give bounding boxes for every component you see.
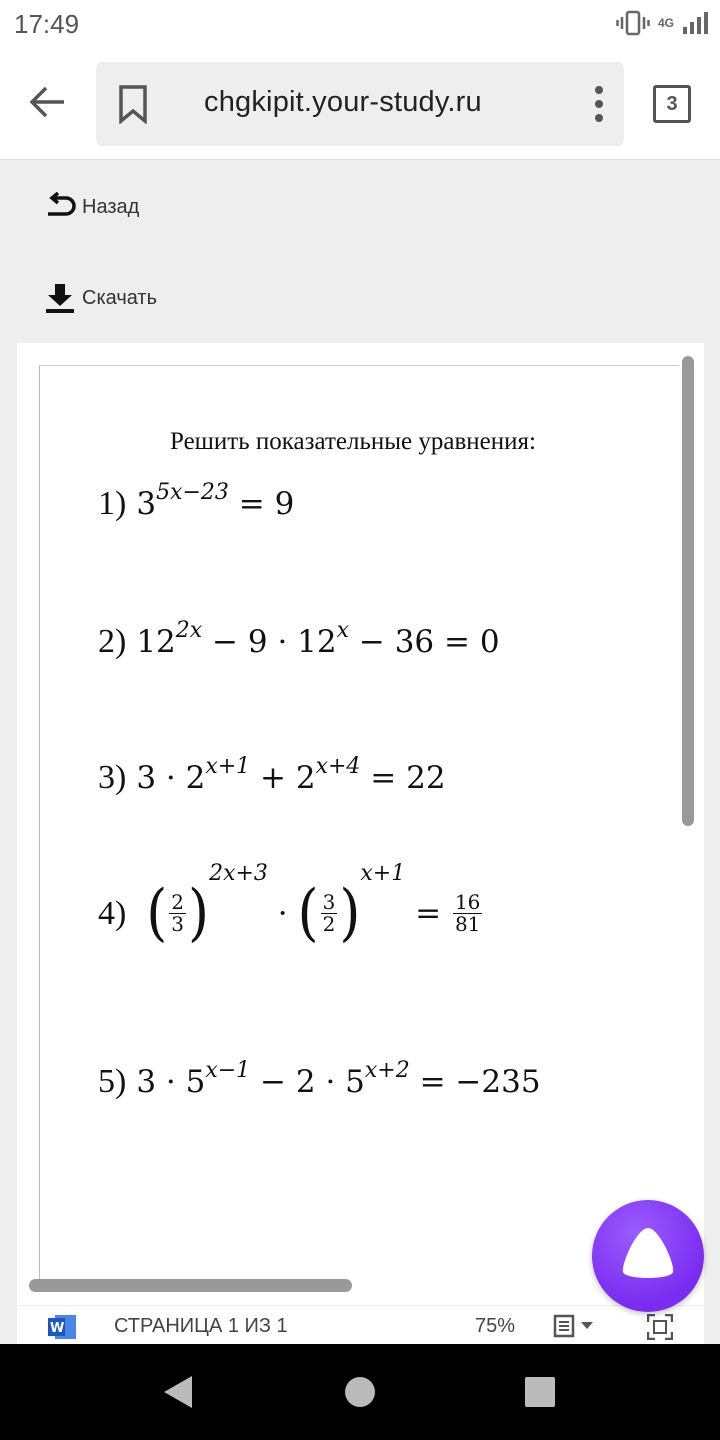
nav-recents-icon[interactable]: [524, 1374, 556, 1410]
document-viewer[interactable]: [17, 343, 704, 1305]
download-link-label[interactable]: Скачать: [82, 286, 157, 309]
assistant-fab[interactable]: [592, 1200, 704, 1312]
fraction-3-2: $\frac{3}{2}$: [322, 889, 336, 936]
fraction-16-81: $\frac{16}{81}$: [454, 889, 481, 936]
status-icons: [616, 10, 708, 36]
equation-4: 4) ( $\frac{2}{3}$ )$^{2x+3}$ · ( $\frac{3}{2}$ )$^{x+1}$ = $\frac{16}{81}$: [98, 861, 481, 949]
fraction-2-3: $\frac{2}{3}$: [171, 889, 184, 936]
document-title: Решить показательные уравнения:: [170, 428, 536, 455]
word-icon: [47, 1314, 77, 1340]
url-text[interactable]: chgkipit.your-study.ru: [204, 86, 482, 118]
equation-1: 1) $3^{5x-23} = 9$: [98, 480, 295, 523]
bookmark-icon[interactable]: [118, 84, 148, 124]
zoom-level[interactable]: 75%: [475, 1315, 516, 1337]
equation-5: 5) $3 \cdot 5^{x-1} - 2 \cdot 5^{x+2} = -235$: [98, 1058, 541, 1101]
more-menu-icon[interactable]: [594, 84, 604, 124]
status-bar: [0, 0, 720, 50]
vertical-scrollbar[interactable]: [682, 356, 694, 826]
browser-toolbar: [0, 50, 720, 160]
equation-2: 2) $12^{2x} - 9 \cdot 12^x - 36 = 0$: [98, 618, 500, 661]
nav-back-icon[interactable]: [162, 1374, 194, 1410]
address-bar[interactable]: [96, 62, 624, 146]
page-indicator: СТРАНИЦА 1 ИЗ 1: [114, 1315, 288, 1337]
equation-3: 3) $3 \cdot 2^{x+1} + 2^{x+4} = 22$: [98, 754, 446, 797]
dropdown-caret-icon: [581, 1322, 593, 1330]
assistant-icon: [619, 1224, 677, 1284]
back-link-label[interactable]: Назад: [82, 195, 140, 218]
view-mode-button[interactable]: [553, 1314, 593, 1338]
signal-icon: [682, 11, 708, 35]
undo-arrow-icon: [44, 192, 76, 222]
status-time: 17:49: [14, 9, 80, 39]
download-icon: [44, 282, 76, 314]
download-link[interactable]: [44, 282, 157, 314]
back-link[interactable]: [44, 192, 139, 222]
viewer-footer: [17, 1306, 704, 1344]
back-arrow-icon[interactable]: [26, 80, 70, 124]
network-type: 4G: [657, 16, 674, 30]
system-nav-bar: [0, 1344, 720, 1440]
document-page: [39, 365, 679, 1285]
svg-text:W: W: [50, 1321, 65, 1336]
document-view-icon: [553, 1314, 575, 1338]
fullscreen-icon[interactable]: [647, 1314, 673, 1340]
tabs-count-button[interactable]: 3: [653, 85, 691, 123]
vibrate-icon: [616, 10, 650, 36]
nav-home-icon[interactable]: [344, 1374, 376, 1410]
horizontal-scrollbar[interactable]: [29, 1279, 352, 1292]
